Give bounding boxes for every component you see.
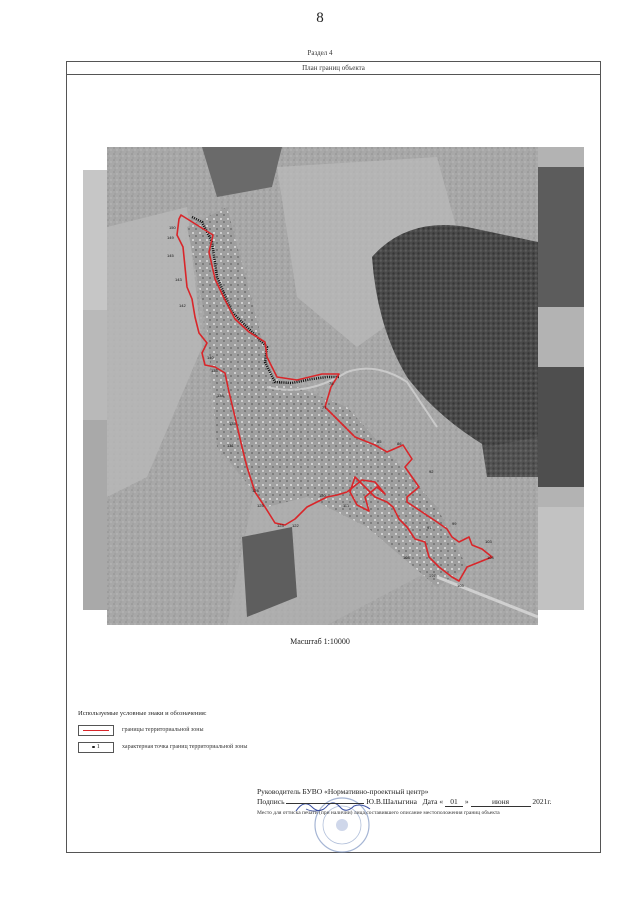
legend-item-point — [78, 741, 247, 753]
legend-item-label: границы территориальной зоны — [122, 727, 204, 733]
point-label: 149 — [167, 235, 174, 240]
point-label: 133 — [229, 421, 236, 426]
signature-heading: Руководитель БУВО «Нормативно-проектный центр» — [257, 787, 429, 796]
date-year: 2021г. — [532, 797, 552, 806]
legend-item-label: характерная точка границ территориальной зоны — [122, 744, 248, 750]
point-marker-icon — [92, 746, 95, 749]
point-label: 92 — [429, 469, 434, 474]
legend-symbol-red-line — [78, 725, 114, 736]
aerial-map — [107, 147, 538, 625]
point-label: 99 — [452, 521, 457, 526]
point-marker-label: 1 — [96, 744, 100, 750]
point-label: 104 — [487, 555, 494, 560]
legend-item-boundary — [78, 724, 203, 736]
signature-field — [286, 803, 364, 804]
legend-symbol-point — [78, 742, 114, 753]
page-number: 8 — [316, 10, 324, 26]
point-label: 123 — [277, 523, 284, 528]
point-label: 86 — [397, 441, 402, 446]
point-label: 111 — [343, 503, 350, 508]
point-label: 145 — [167, 253, 174, 258]
point-label: 85 — [377, 439, 382, 444]
frame-title: План границ объекта — [67, 62, 600, 75]
point-label: 78 — [329, 381, 334, 386]
point-label: 122 — [292, 523, 299, 528]
signature-line — [257, 797, 597, 807]
date-day: 01 — [445, 797, 463, 807]
date-month: июня — [471, 797, 531, 807]
point-label: 128 — [252, 488, 259, 493]
point-label: 107 — [429, 573, 436, 578]
map-scale: Масштаб 1:10000 — [290, 637, 350, 646]
point-label: 108 — [403, 555, 410, 560]
point-label: 97 — [427, 525, 432, 530]
aerial-photo-left-strip — [83, 170, 109, 610]
signer-name: Ю.В.Шалыгина — [366, 797, 417, 806]
point-label: 105 — [457, 583, 464, 588]
point-label: 143 — [175, 277, 182, 282]
point-label: 120 — [319, 493, 326, 498]
point-label: 125 — [257, 503, 264, 508]
signature-block — [257, 787, 597, 816]
point-label: 150 — [169, 225, 176, 230]
point-label: 135 — [211, 368, 218, 373]
aerial-photo-right-strip — [537, 147, 584, 610]
date-quote: » — [464, 797, 469, 806]
legend-title: Используемые условные знаки и обозначения: — [78, 710, 207, 717]
point-label: 134 — [217, 393, 224, 398]
stamp-place-note: Место для оттиска печати (при наличии) лица,составившего описание местоположения границ объекта — [257, 810, 500, 816]
point-label: 103 — [485, 539, 492, 544]
point-label: 142 — [179, 303, 186, 308]
sign-label: Подпись — [257, 797, 285, 806]
point-label: 77 — [322, 405, 327, 410]
point-label: 131 — [227, 443, 234, 448]
section-label: Раздел 4 — [307, 49, 333, 57]
point-label: 140 — [207, 355, 214, 360]
date-label: Дата « — [422, 797, 444, 806]
